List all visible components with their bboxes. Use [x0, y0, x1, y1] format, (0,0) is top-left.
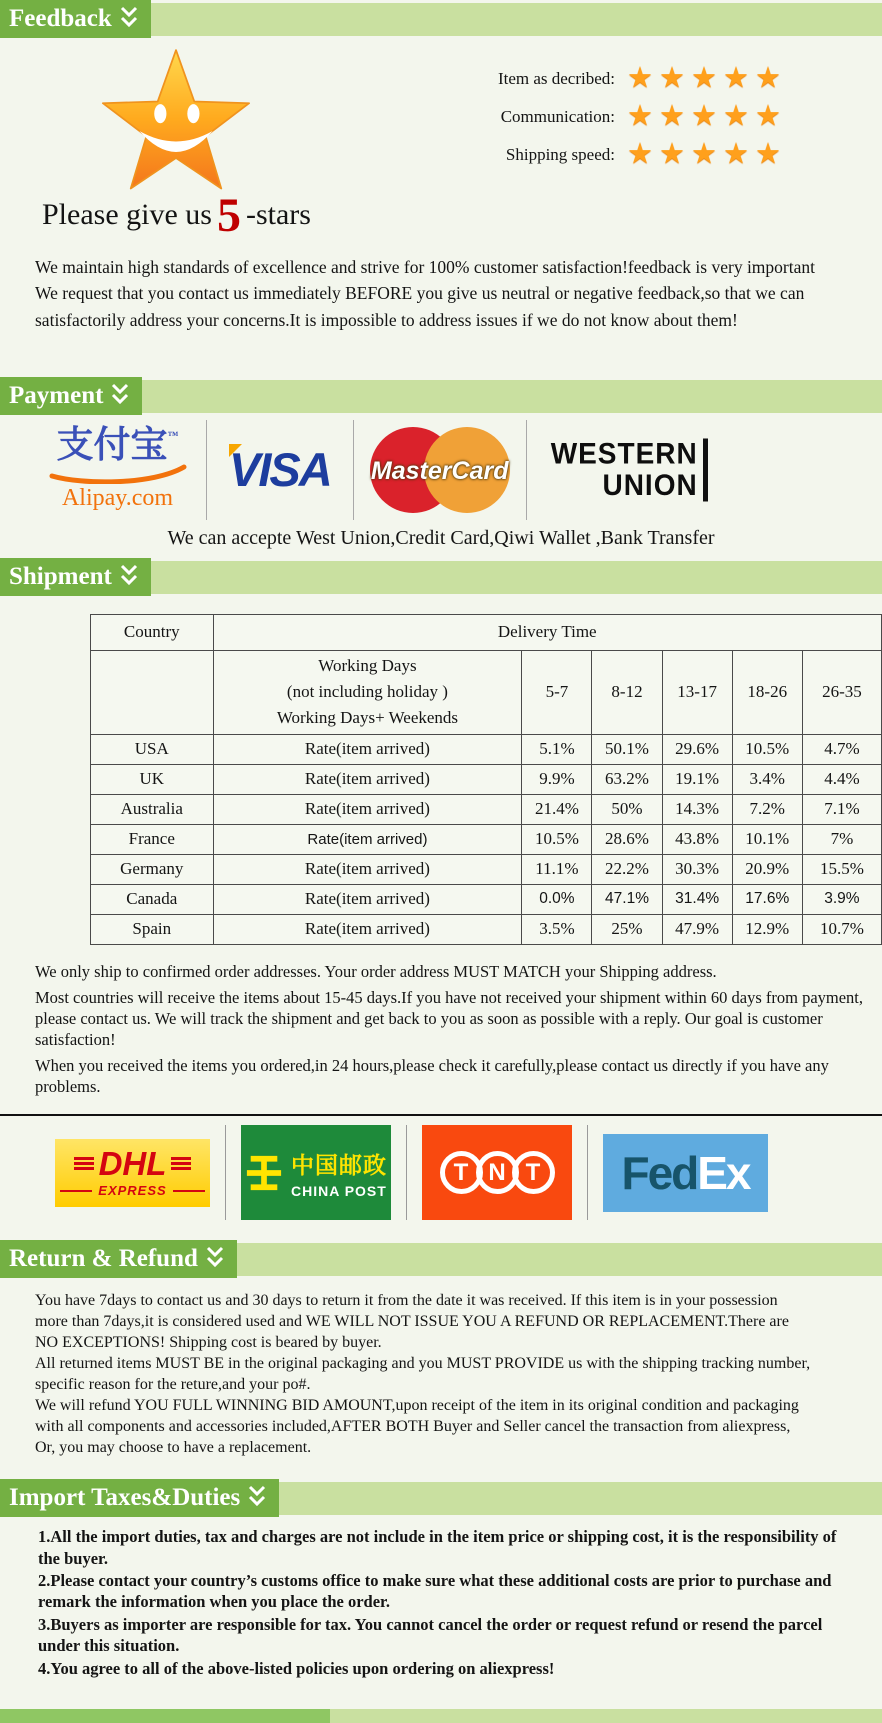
payment-section-header — [0, 377, 882, 415]
rating-label: Item as decribed: — [497, 68, 615, 88]
day-range-cell: 5-7 — [522, 650, 592, 734]
day-range-cell: 26-35 — [802, 650, 881, 734]
alipay-domain-text: Alipay.com — [61, 485, 174, 512]
rate-value-cell: 20.9% — [732, 854, 802, 884]
shipment-paragraph: Most countries will receive the items about 15-45 days.If you have not received your shipment within 60 days from payment, please contact us. We will track the shipment and get back to you as soon as possible with a reply. Our goal is customer satisfaction! — [35, 987, 864, 1050]
star-icon: ★ — [755, 100, 787, 132]
return-refund-paragraph — [35, 1291, 882, 1459]
taxes-title: Import Taxes&Duties — [9, 1484, 241, 1512]
mastercard-logo — [370, 425, 510, 515]
country-header-cell: Country — [91, 614, 214, 650]
star-icon: ★ — [659, 100, 691, 132]
dhl-express-row — [60, 1183, 204, 1198]
rate-value-cell: 7% — [802, 824, 881, 854]
trademark-symbol: ™ — [167, 430, 179, 443]
vertical-divider — [353, 420, 354, 520]
dhl-express-line-right — [173, 1190, 205, 1192]
double-chevron-down-icon — [205, 1245, 225, 1273]
rate-label-cell: Rate(item arrived) — [213, 914, 522, 944]
rating-row — [460, 102, 787, 131]
double-chevron-down-icon — [110, 382, 130, 410]
country-cell: UK — [91, 764, 214, 794]
feedback-section-header — [0, 0, 882, 38]
fedex-logo — [603, 1134, 768, 1212]
rate-value-cell: 15.5% — [802, 854, 881, 884]
dhl-stripes-right — [171, 1157, 191, 1170]
star-icon: ★ — [755, 62, 787, 94]
next-section-tab — [0, 1709, 330, 1723]
five-number: 5 — [216, 189, 241, 242]
rate-value-cell: 10.5% — [522, 824, 592, 854]
rate-label-cell: Rate(item arrived) — [213, 734, 522, 764]
dhl-wordmark-row — [74, 1145, 192, 1183]
alipay-swoosh — [48, 464, 188, 484]
payment-accept-note: We can accepte West Union,Credit Card,Qiwi Wallet ,Bank Transfer — [167, 526, 715, 549]
working-days-cell — [213, 650, 522, 734]
country-cell: Canada — [91, 884, 214, 914]
feedback-text-line: satisfactorily address your concerns.It is impossible to address issues if we do not know about them! — [35, 309, 738, 330]
rate-label-cell: Rate(item arrived) — [213, 854, 522, 884]
rate-value-cell: 17.6% — [732, 884, 802, 914]
rate-value-cell: 63.2% — [592, 764, 662, 794]
rate-value-cell: 7.1% — [802, 794, 881, 824]
country-cell: USA — [91, 734, 214, 764]
rate-value-cell: 14.3% — [662, 794, 732, 824]
import-taxes-section-header — [0, 1479, 882, 1517]
china-post-text — [291, 1147, 387, 1199]
return-header-tab — [0, 1240, 237, 1278]
rate-label-cell: Rate(item arrived) — [213, 794, 522, 824]
star-icon: ★ — [691, 100, 723, 132]
tax-item: 1.All the import duties, tax and charges are not include in the item price or shipping cost, it is the responsibility of the buyer. — [38, 1527, 837, 1568]
rate-value-cell: 4.7% — [802, 734, 881, 764]
rate-value-cell: 22.2% — [592, 854, 662, 884]
fedex-ex-text: Ex — [697, 1146, 750, 1199]
rate-value-cell: 3.4% — [732, 764, 802, 794]
fedex-fed-text: Fed — [621, 1146, 698, 1199]
give-us-prefix: Please give us — [42, 198, 212, 231]
dhl-express-text: EXPRESS — [98, 1183, 167, 1199]
table-row — [91, 914, 882, 944]
rating-row — [460, 64, 787, 93]
smiley-star-icon — [97, 44, 255, 192]
double-chevron-down-icon — [119, 563, 139, 591]
rate-value-cell: 28.6% — [592, 824, 662, 854]
feedback-hero-left — [0, 38, 460, 240]
western-union-line1: WESTERN — [550, 436, 698, 470]
feedback-text-line: We maintain high standards of excellence and strive for 100% customer satisfaction!feedback is very important — [35, 257, 815, 277]
carrier-logos-band — [0, 1116, 882, 1232]
vertical-divider — [406, 1125, 407, 1220]
day-range-cell: 13-17 — [662, 650, 732, 734]
shipment-paragraphs — [35, 961, 880, 1103]
return-text-line: NO EXCEPTIONS! Shipping cost is beared by buyer. — [35, 1334, 382, 1352]
star-icon: ★ — [627, 100, 659, 132]
table-row — [91, 854, 882, 884]
rate-value-cell: 47.1% — [592, 884, 662, 914]
tnt-circle-letter: T — [512, 1151, 555, 1194]
rate-value-cell: 10.5% — [732, 734, 802, 764]
table-header-row — [91, 614, 882, 650]
double-chevron-down-icon — [247, 1484, 267, 1512]
rate-value-cell: 3.9% — [802, 884, 881, 914]
tax-item: 3.Buyers as importer are responsible for tax. You cannot cancel the order or request refund or resend the parcel under this situation. — [38, 1614, 823, 1656]
rate-value-cell: 31.4% — [662, 884, 732, 914]
shipment-section-header — [0, 558, 882, 596]
rate-value-cell: 10.7% — [802, 914, 881, 944]
feedback-text-line: We request that you contact us immediately BEFORE you give us neutral or negative feedback,so that we can — [35, 283, 805, 304]
return-text-line: We will refund YOU FULL WINNING BID AMOUNT,upon receipt of the item in its original condition and packaging — [35, 1397, 799, 1415]
table-row — [91, 824, 882, 854]
rate-value-cell: 29.6% — [662, 734, 732, 764]
country-cell: France — [91, 824, 214, 854]
country-cell: Germany — [91, 854, 214, 884]
visa-logo: VISA — [223, 442, 337, 497]
return-text-line: with all components and accessories included,AFTER BOTH Buyer and Seller cancel the transaction from aliexpress, — [35, 1418, 791, 1436]
dhl-stripes-left — [74, 1157, 94, 1170]
shipment-paragraph: We only ship to confirmed order addresses. Your order address MUST MATCH your Shipping address. — [35, 961, 717, 981]
rate-label-cell: Rate(item arrived) — [213, 824, 522, 854]
payment-header-tab — [0, 377, 142, 415]
star-icon: ★ — [755, 138, 787, 170]
return-text-line: more than 7days,it is considered used and WE WILL NOT ISSUE YOU A REFUND OR REPLACEMENT.There are — [35, 1313, 789, 1331]
tnt-circle-letter: T — [440, 1151, 483, 1194]
vertical-divider — [587, 1125, 588, 1220]
star-icon: ★ — [627, 138, 659, 170]
rating-label: Shipping speed: — [505, 144, 615, 164]
rate-value-cell: 3.5% — [522, 914, 592, 944]
star-icon: ★ — [723, 138, 755, 170]
double-chevron-down-icon — [119, 5, 139, 33]
taxes-header-tab — [0, 1479, 279, 1517]
feedback-title: Feedback — [9, 5, 112, 32]
payment-title: Payment — [9, 381, 104, 409]
dhl-express-line-left — [60, 1190, 92, 1192]
rating-label: Communication: — [500, 106, 615, 126]
rate-value-cell: 19.1% — [662, 764, 732, 794]
star-icon: ★ — [723, 100, 755, 132]
day-range-cell: 8-12 — [592, 650, 662, 734]
rate-value-cell: 10.1% — [732, 824, 802, 854]
china-post-english: CHINA POST — [291, 1182, 387, 1199]
table-row — [91, 734, 882, 764]
star-icon: ★ — [691, 138, 723, 170]
return-refund-section-header — [0, 1240, 882, 1278]
working-days-line: Working Days+ Weekends — [276, 708, 459, 728]
rate-value-cell: 7.2% — [732, 794, 802, 824]
star-icon: ★ — [691, 62, 723, 94]
rate-value-cell: 0.0% — [522, 884, 592, 914]
please-give-us-5-stars — [42, 189, 460, 242]
return-text-line: specific reason for the reture,and your po#. — [35, 1376, 311, 1394]
next-section-strip — [0, 1709, 882, 1723]
five-stars — [627, 140, 787, 169]
empty-cell — [91, 650, 214, 734]
shipment-title: Shipment — [9, 562, 112, 590]
return-title: Return & Refund — [9, 1245, 198, 1273]
china-post-chinese: 中国邮政 — [291, 1152, 387, 1178]
rate-value-cell: 50.1% — [592, 734, 662, 764]
china-post-emblem-icon — [245, 1152, 283, 1194]
payment-logos-band — [0, 415, 882, 523]
day-range-cell: 18-26 — [732, 650, 802, 734]
rate-label-cell: Rate(item arrived) — [213, 884, 522, 914]
shipment-paragraph: When you received the items you ordered,in 24 hours,please check it carefully,please contact us directly if you have any problems. — [35, 1056, 829, 1097]
tnt-circle-letter: N — [476, 1151, 519, 1194]
country-cell: Spain — [91, 914, 214, 944]
rate-value-cell: 25% — [592, 914, 662, 944]
table-row — [91, 794, 882, 824]
delivery-time-table — [90, 614, 882, 945]
alipay-chinese-wordmark: 支付宝™ — [56, 425, 179, 467]
give-us-suffix: -stars — [245, 198, 311, 231]
rating-row — [460, 140, 787, 169]
feedback-header-tab — [0, 0, 151, 38]
rate-value-cell: 9.9% — [522, 764, 592, 794]
shipment-header-tab — [0, 558, 151, 596]
rate-value-cell: 47.9% — [662, 914, 732, 944]
star-icon: ★ — [659, 62, 691, 94]
rate-value-cell: 11.1% — [522, 854, 592, 884]
feedback-hero — [0, 38, 882, 240]
return-text-line: You have 7days to contact us and 30 days to return it from the date it was received. If this item is in your possession — [35, 1292, 778, 1310]
ratings-block — [460, 38, 787, 240]
rate-value-cell: 21.4% — [522, 794, 592, 824]
western-union-logo — [551, 438, 708, 501]
five-stars — [627, 64, 787, 93]
delivery-time-header-cell: Delivery Time — [213, 614, 881, 650]
working-days-line: (not including holiday ) — [286, 682, 448, 702]
rate-value-cell: 43.8% — [662, 824, 732, 854]
return-text-line: Or, you may choose to have a replacement. — [35, 1439, 312, 1457]
tax-item: 2.Please contact your country’s customs office to make sure what these additional costs are prior to purchase and remark the information when you place the order. — [38, 1570, 832, 1612]
alipay-logo — [45, 427, 190, 512]
feedback-paragraph — [35, 254, 882, 333]
table-row — [91, 764, 882, 794]
vertical-divider — [225, 1125, 226, 1220]
vertical-divider — [206, 420, 207, 520]
star-icon: ★ — [627, 62, 659, 94]
import-taxes-list — [38, 1526, 853, 1680]
five-stars — [627, 102, 787, 131]
country-cell: Australia — [91, 794, 214, 824]
dhl-wordmark: DHL — [98, 1145, 167, 1183]
western-union-line2: UNION — [602, 468, 698, 502]
table-subheader-row — [91, 650, 882, 734]
return-text-line: All returned items MUST BE in the original packaging and you MUST PROVIDE us with the shipping tracking number, — [35, 1355, 811, 1373]
tnt-logo — [422, 1125, 572, 1220]
rate-value-cell: 12.9% — [732, 914, 802, 944]
vertical-divider — [526, 420, 527, 520]
working-days-line: Working Days — [318, 655, 417, 675]
dhl-logo — [55, 1139, 210, 1207]
rate-value-cell: 50% — [592, 794, 662, 824]
star-icon: ★ — [723, 62, 755, 94]
rate-value-cell: 5.1% — [522, 734, 592, 764]
tax-item: 4.You agree to all of the above-listed policies upon ordering on aliexpress! — [38, 1658, 555, 1678]
rate-value-cell: 4.4% — [802, 764, 881, 794]
rate-value-cell: 30.3% — [662, 854, 732, 884]
star-icon: ★ — [659, 138, 691, 170]
rate-label-cell: Rate(item arrived) — [213, 764, 522, 794]
table-row — [91, 884, 882, 914]
mastercard-wordmark: MasterCard — [370, 456, 509, 485]
china-post-logo — [241, 1125, 391, 1220]
